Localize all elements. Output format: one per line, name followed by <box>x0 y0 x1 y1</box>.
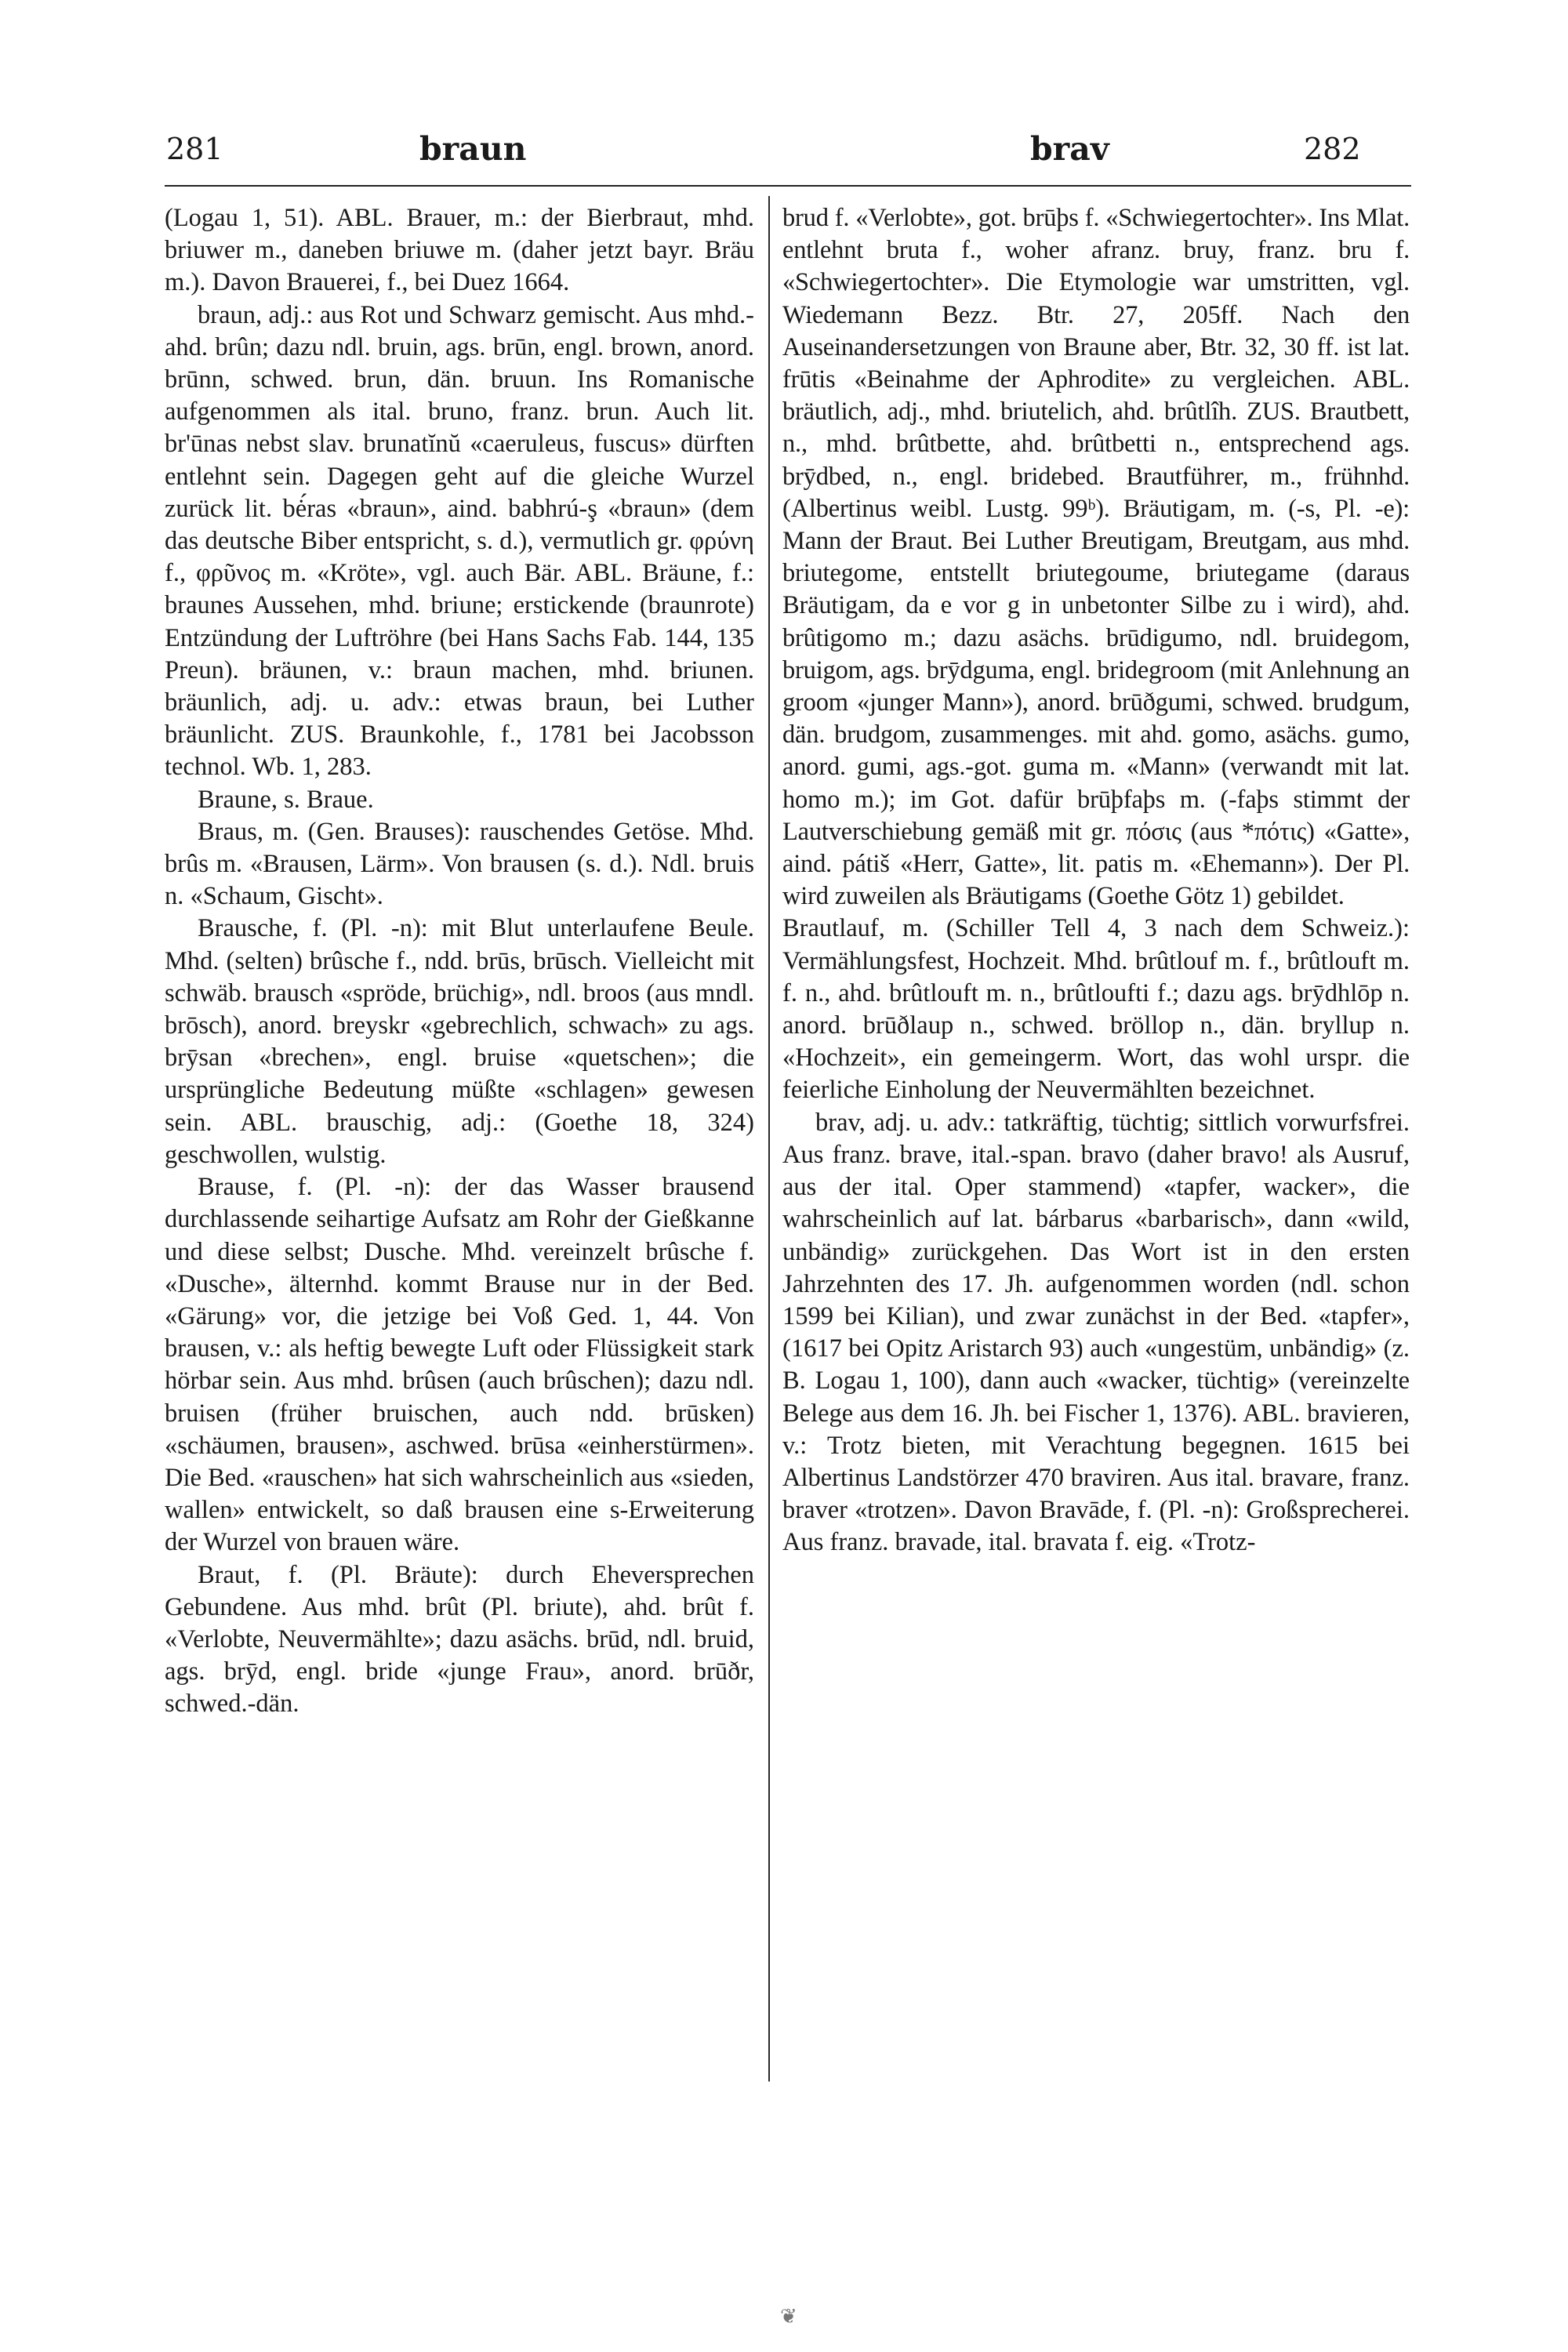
entry-brauer-continuation: (Logau 1, 51). ABL. Brauer, m.: der Bierbraut, mhd. briuwer m., daneben briuwe m. (daher jetzt bayr. Bräu m.). Davon Brauerei, f., bei Duez 1664. <box>165 204 754 297</box>
entry-brausche: Brausche, f. (Pl. -n): mit Blut unterlaufene Beule. Mhd. (selten) brûsche f., ndd. brūs, brūsch. Vielleicht mit schwäb. brausch «spröde, brüchig», ndl. broos (aus mndl. brōsch), anord. breyskr «gebrechlich, schwach» zu ags. brȳsan «brechen», engl. bruise «quetschen»; die ursprüngliche Bedeutung müßte «schlagen» gewesen sein. ABL. brauschig, adj.: (Goethe 18, 324) geschwollen, wulstig. <box>165 914 754 1169</box>
entry-braus: Braus, m. (Gen. Brauses): rauschendes Getöse. Mhd. brûs m. «Brausen, Lärm». Von brausen (s. d.). Ndl. bruis n. «Schaum, Gischt». <box>165 817 754 911</box>
entry-braune: Braune, s. Braue. <box>198 785 374 814</box>
entry-braut-continuation: brud f. «Verlobte», got. brūþs f. «Schwiegertochter». Ins Mlat. entlehnt bruta f., woher afranz. bruy, franz. bru f. «Schwiegertochter». Die Etymologie war umstritten, vgl. Wiedemann Bezz. Btr. 27, 205ff. Nach den Auseinandersetzungen von Braune aber, Btr. 32, 30 ff. ist lat. frūtis «Beinahme der Aphrodite» zu vergleichen. ABL. bräutlich, adj., mhd. briutelich, ahd. brûtlîh. ZUS. Brautbett, n., mhd. brûtbette, ahd. brûtbetti n., entsprechend ags. brȳdbed, n., engl. bridebed. Brautführer, m., frühnhd. (Albertinus weibl. Lustg. 99ᵇ). Bräutigam, m. (-s, Pl. -e): Mann der Braut. Bei Luther Breutigam, Breutgam, aus mhd. briutegome, entstellt briutegoume, briutegame (daraus Bräutigam, da e vor g in unbetonter Silbe zu i wird), ahd. brûtigomo m.; dazu asächs. brūdigumo, ndl. bruidegom, bruigom, ags. brȳdguma, engl. bridegroom (mit Anlehnung an groom «junger Mann»), anord. brūðgumi, schwed. brudgum, dän. brudgom, zusammenges. mit ahd. gomo, asächs. gumo, anord. gumi, ags.-got. guma m. «Mann» (verwandt mit lat. homo m.); im Got. dafür brūþfaþs m. (-faþs stimmt der Lautverschiebung gemäß mit gr. πόσις (aus *πότις) «Gatte», aind. pátiš «Herr, Gatte», lit. patis m. «Ehemann»). Der Pl. wird zuweilen als Bräutigams (Goethe Götz 1) gebildet. <box>782 204 1410 911</box>
entry-brav: brav, adj. u. adv.: tatkräftig, tüchtig; sittlich vorwurfsfrei. Aus franz. brave, ital.-span. bravo (daher bravo! als Ausruf, aus der ital. Oper stammend) «tapfer, wacker», die wahrscheinlich auf lat. bárbarus «barbarisch», dann «wild, unbändig» zurückgehen. Das Wort ist in den ersten Jahrzehnten des 17. Jh. aufgenommen worden (ndl. schon 1599 bei Kilian), und zwar zunächst in der Bed. «tapfer», (1617 bei Opitz Aristarch 93) auch «ungestüm, unbändig» (z. B. Logau 1, 100), dann auch «wacker, tüchtig» (vereinzelte Belege aus dem 16. Jh. bei Fischer 1, 1376). ABL. bravieren, v.: Trotz bieten, mit Verachtung begegnen. 1615 bei Albertinus Landstörzer 470 braviren. Aus ital. bravare, franz. braver «trotzen». Davon Bravāde, f. (Pl. -n): Großsprecherei. Aus franz. bravade, ital. bravata f. eig. «Trotz- <box>782 1108 1410 1557</box>
entry-braun: braun, adj.: aus Rot und Schwarz gemischt. Aus mhd.-ahd. brûn; dazu ndl. bruin, ags. brūn, engl. brown, anord. brūnn, schwed. brun, dän. bruun. Ins Romanische aufgenommen als ital. bruno, franz. brun. Auch lit. br'ūnas nebst slav. brunatĭnŭ «caeruleus, fuscus» dürften entlehnt sein. Dagegen geht auf die gleiche Wurzel zurück lit. bė́ras «braun», aind. babhrú-ş «braun» (dem das deutsche Biber entspricht, s. d.), vermutlich gr. φρύνη f., φρῦνος m. «Kröte», vgl. auch Bär. ABL. Bräune, f.: braunes Aussehen, mhd. briune; erstickende (braunrote) Entzündung der Luftröhre (bei Hans Sachs Fab. 144, 135 Preun). bräunen, v.: braun machen, mhd. briunen. bräunlich, adj. u. adv.: etwas braun, bei Luther bräunlicht. ZUS. Braunkohle, f., 1781 bei Jacobsson technol. Wb. 1, 283. <box>165 300 754 782</box>
column-divider <box>768 196 770 2082</box>
right-column <box>782 202 1410 1559</box>
entry-brautlauf: Brautlauf, m. (Schiller Tell 4, 3 nach dem Schweiz.): Vermählungsfest, Hochzeit. Mhd. brûtlouf m. f., brûtlouft m. f. n., ahd. brûtlouft m. n., brûtloufti f.; dazu ags. brȳdhlōp n. anord. brūðlaup n., schwed. bröllop n., dän. bryllup n. «Hochzeit», ein gemeingerm. Wort, das wohl urspr. die feierliche Einholung der Neuvermählten bezeichnet. <box>782 914 1410 1105</box>
ornament-mark: ❦ <box>780 2305 797 2328</box>
left-column <box>165 202 754 1721</box>
right-running-headword: brav <box>1030 130 1109 168</box>
entry-brause: Brause, f. (Pl. -n): der das Wasser brausend durchlassende seihartige Aufsatz am Rohr der Gießkanne und diese selbst; Dusche. Mhd. vereinzelt brûsche f. «Dusche», älternhd. kommt Brause nur in der Bed. «Gärung» vor, die jetzige bei Voß Ged. 1, 44. Von brausen, v.: als heftig bewegte Luft oder Flüssigkeit stark hörbar sein. Aus mhd. brûsen (auch brûschen); dazu ndl. bruisen (früher bruischen, auch ndd. brūsken) «schäumen, brausen», aschwed. brūsa «einherstürmen». Die Bed. «rauschen» hat sich wahrscheinlich aus «sieden, wallen» entwickelt, so daß brausen eine s-Erweiterung der Wurzel von brauen wäre. <box>165 1173 754 1557</box>
left-page-number: 281 <box>166 132 223 166</box>
right-page-number: 282 <box>1304 132 1361 166</box>
left-running-headword: braun <box>419 130 527 168</box>
entry-braut: Braut, f. (Pl. Bräute): durch Eheversprechen Gebundene. Aus mhd. brût (Pl. briute), ahd. brût f. «Verlobte, Neuvermählte»; dazu asächs. brūd, ndl. bruid, ags. brȳd, engl. bride «junge Frau», anord. brūðr, schwed.-dän. <box>165 1560 754 1719</box>
header-rule <box>165 185 1411 187</box>
